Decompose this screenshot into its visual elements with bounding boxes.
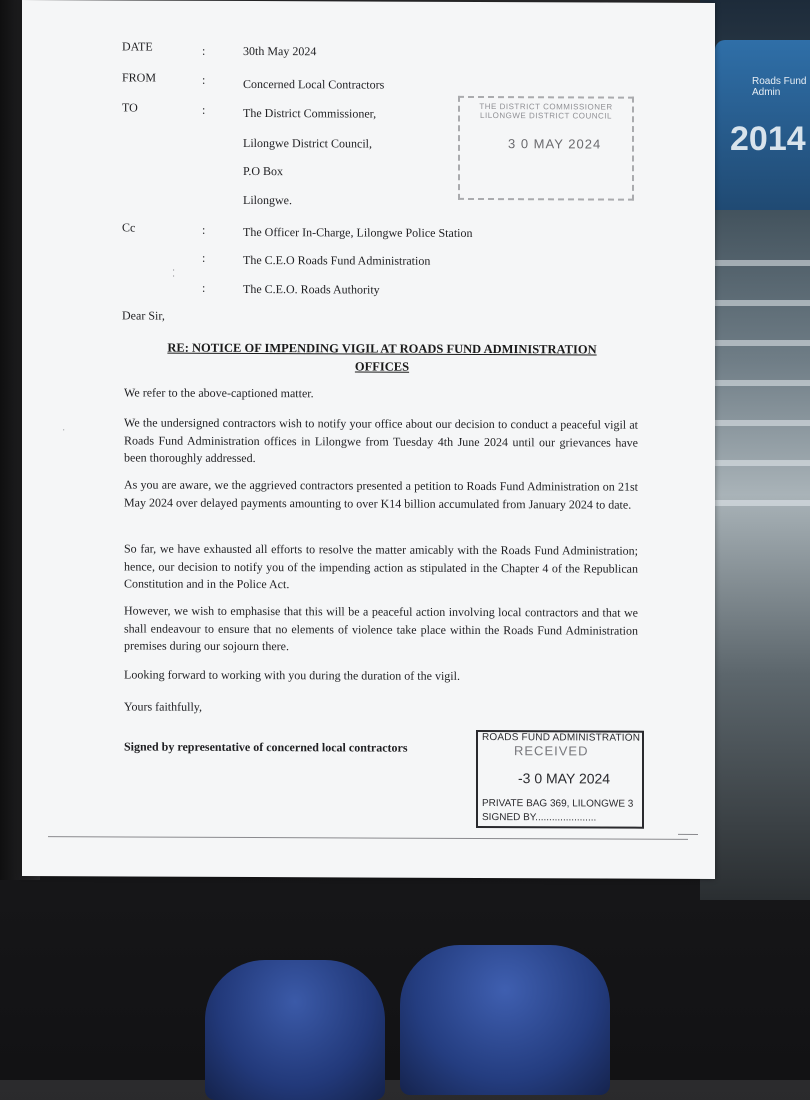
subject-line-2: OFFICES [354,359,410,374]
body-paragraph: We the undersigned contractors wish to notify your office about our decision to conduct a peaceful vigil at Roads Fund Administration offices in Lilongwe from Tuesday 4th June 2024 until our grievances have been thoroughly addressed. [124,415,638,466]
salutation: Dear Sir, [122,308,165,323]
to-label: TO [122,100,138,115]
window-blind-slat [712,300,810,306]
window-blind-slat [712,460,810,466]
shoe-right [400,945,610,1095]
paper-speck: ⁚ [172,268,176,280]
cc-label: Cc [122,220,136,235]
received-stamp [476,730,644,829]
received-stamp-signed: SIGNED BY...................... [482,812,597,824]
to-line: Lilongwe. [243,192,292,208]
body-paragraph: Looking forward to working with you during the duration of the vigil. [124,667,460,683]
window-blind-slat [712,380,810,386]
shoe-left [205,960,385,1100]
letter-page [22,0,715,879]
from-value: Concerned Local Contractors [243,76,385,92]
received-stamp-org: ROADS FUND ADMINISTRATION [482,732,641,744]
stamp-org-text: THE DISTRICT COMMISSIONER LILONGWE DISTRICT COUNCIL [479,101,613,121]
date-label: DATE [122,39,153,54]
signature-line: Signed by representative of concerned local contractors [124,739,408,755]
paper-speck: · [62,425,66,437]
stamp-date: 3 0 MAY 2024 [508,136,602,152]
to-line: The District Commissioner, [243,105,377,121]
to-line: P.O Box [243,163,284,179]
received-stamp-date: -3 0 MAY 2024 [518,770,611,787]
body-paragraph: So far, we have exhausted all efforts to resolve the matter amicably with the Roads Fund Administration; hence, our decision to notify you of the impending action as stipulated in the Chapter 4 of the Republican Constitution and in the Police Act. [124,541,638,592]
date-colon: : [202,43,206,58]
cc-colon: : [202,222,206,237]
cc-colon: : [202,280,206,295]
body-paragraph: As you are aware, we the aggrieved contractors presented a petition to Roads Fund Administration on 21st May 2024 over delayed payments amounting to over K14 billion accumulated from January 2024 to date. [124,477,638,512]
footer-rule-mark [678,834,698,835]
from-colon: : [202,72,206,87]
window-blind-slat [712,260,810,266]
subject-line [147,357,617,377]
closing: Yours faithfully, [124,699,203,714]
cc-line: The C.E.O. Roads Authority [243,281,380,297]
district-commissioner-stamp [458,96,634,201]
window-blind-slat [712,420,810,426]
to-colon: : [202,102,206,117]
date-value: 30th May 2024 [243,43,317,59]
background-sign-text: Roads Fund Admin [752,76,807,98]
window-blind-slat [712,500,810,506]
received-stamp-address: PRIVATE BAG 369, LILONGWE 3 [482,798,634,810]
cc-colon: : [202,250,206,265]
body-paragraph: We refer to the above-captioned matter. [124,385,314,401]
from-label: FROM [122,70,157,85]
subject-line-1: RE: NOTICE OF IMPENDING VIGIL AT ROADS FUND ADMINISTRATION [167,340,597,357]
to-line: Lilongwe District Council, [243,135,372,151]
footer-rule [48,836,688,840]
body-paragraph: However, we wish to emphasise that this will be a peaceful action involving local contractors and that we shall endeavour to ensure that no elements of violence take place within the Roads Fund Administration premises during our sojourn there. [124,603,638,654]
window-blind-slat [712,340,810,346]
background-sign-year: 2014 [730,120,806,158]
cc-line: The Officer In-Charge, Lilongwe Police Station [243,224,473,240]
cc-line: The C.E.O Roads Fund Administration [243,252,431,268]
received-stamp-received: RECEIVED [514,743,589,759]
subject-line [147,339,617,359]
